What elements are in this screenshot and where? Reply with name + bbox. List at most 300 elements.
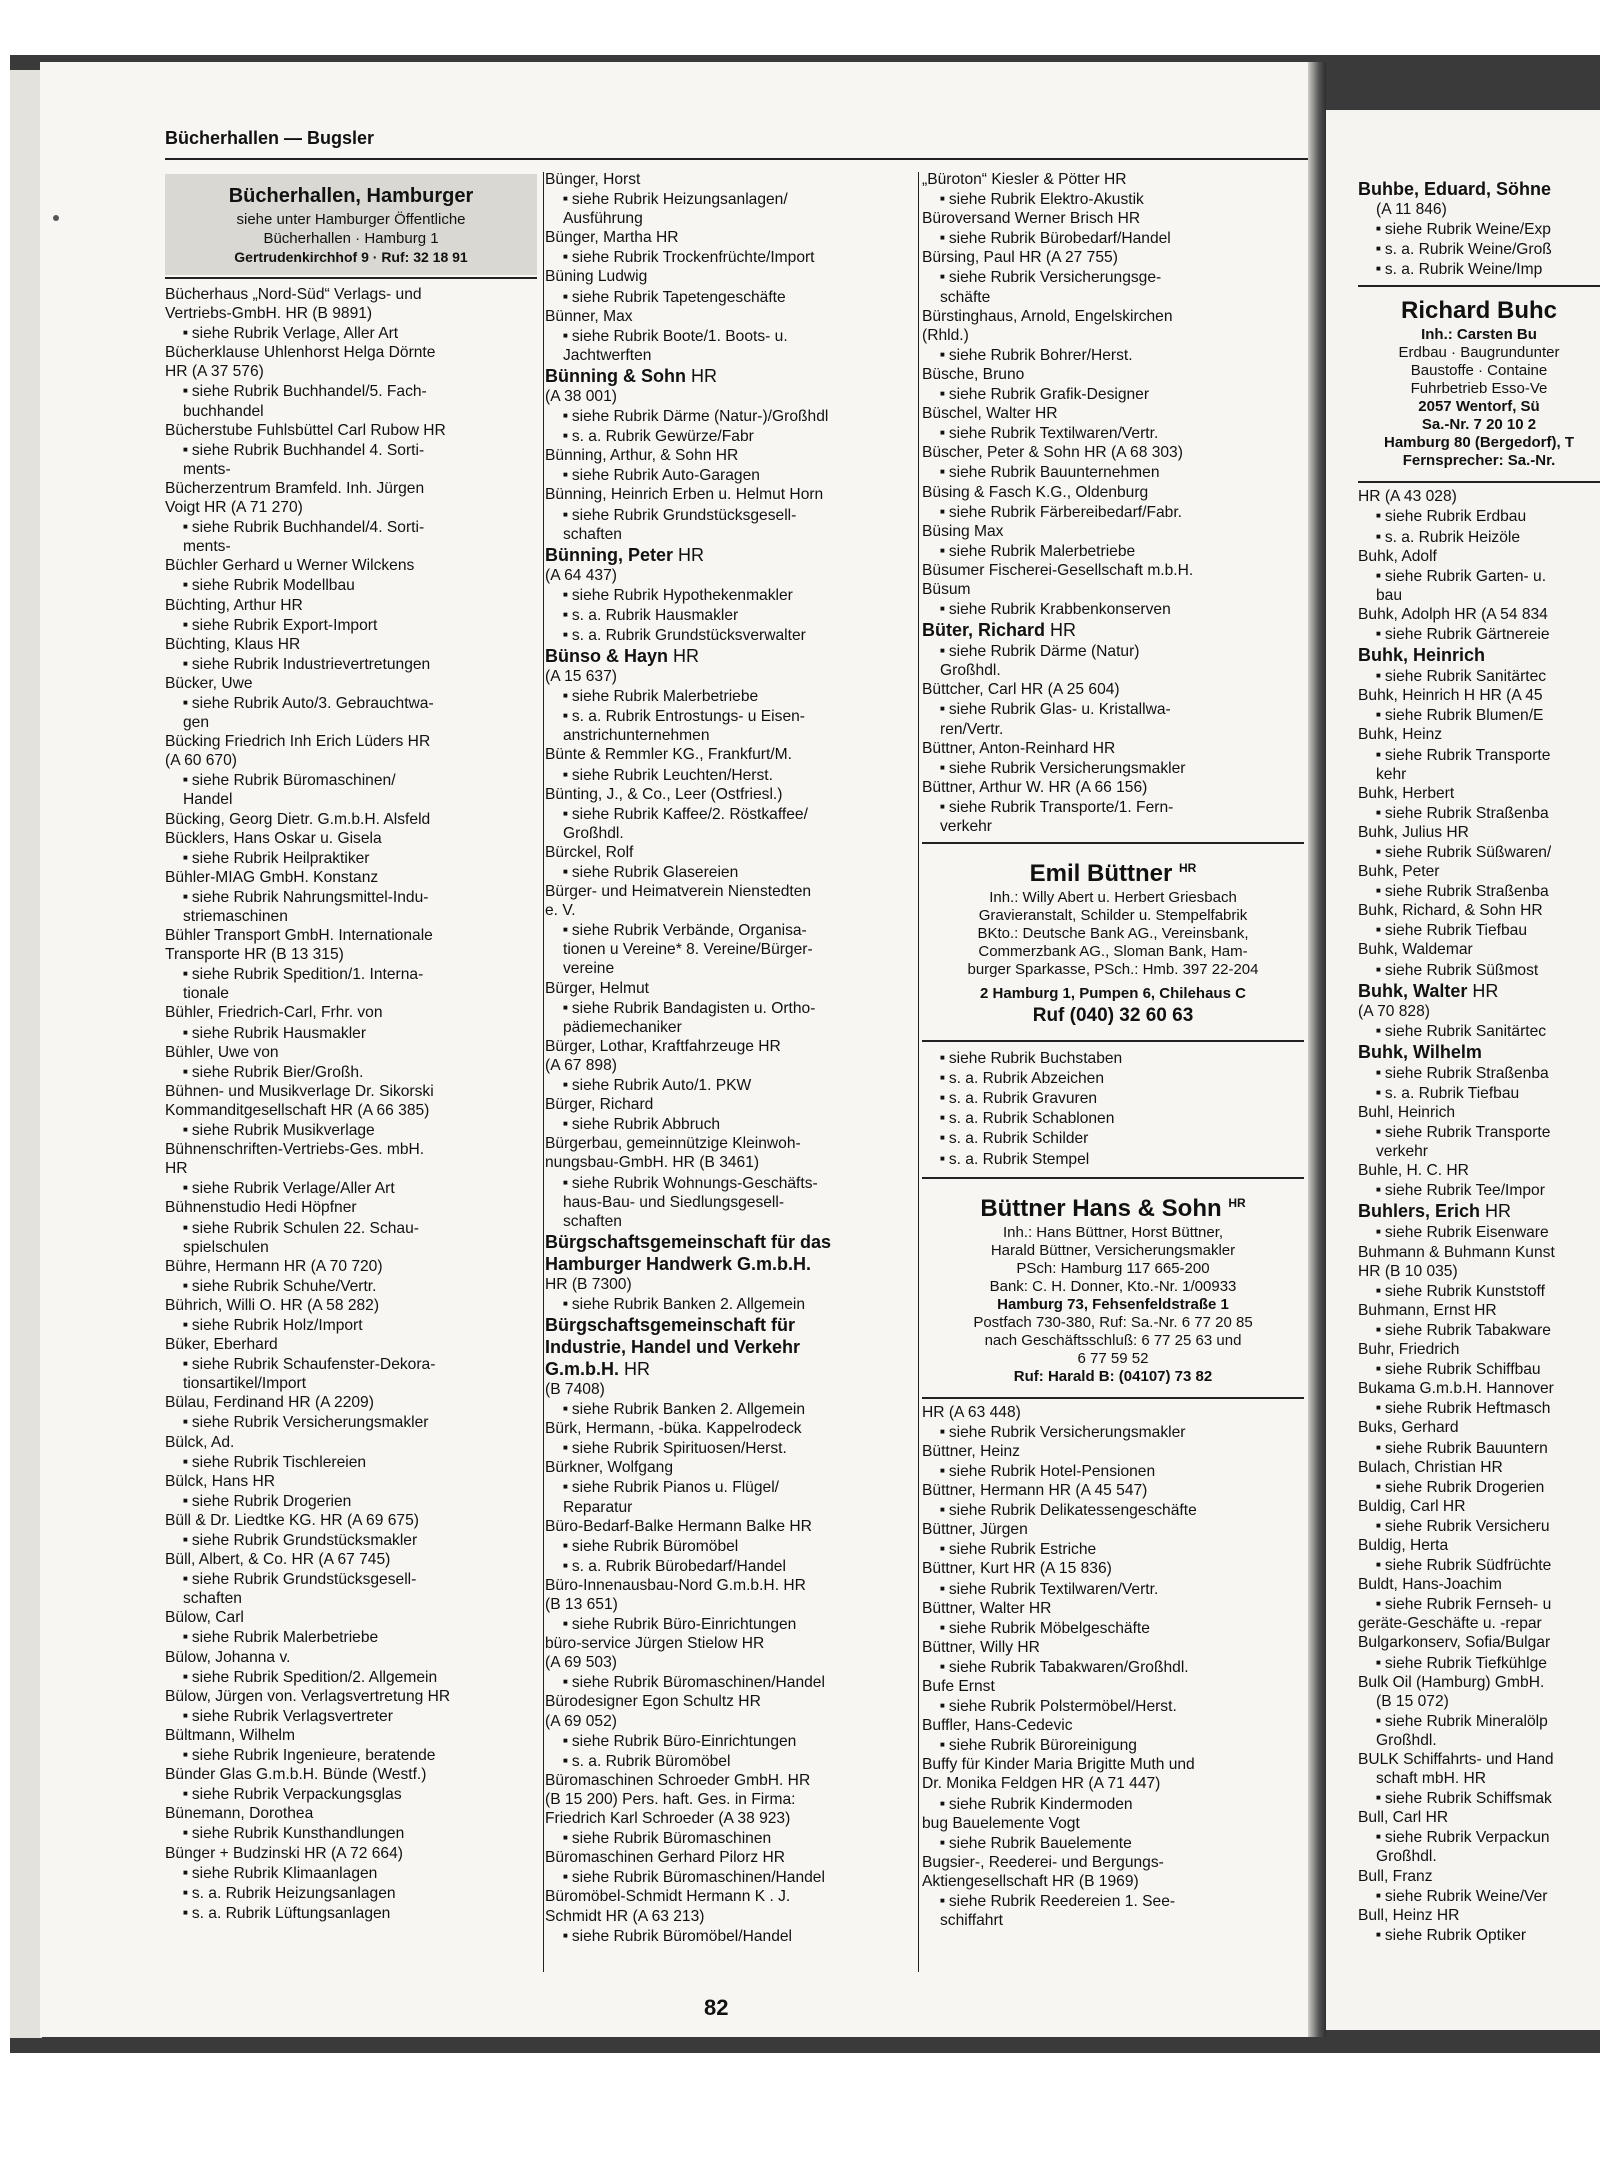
entry-line: Bürodesigner Egon Schultz HR [545,1693,761,1711]
entry-continuation: ments- [183,538,231,556]
entry-heading-text: Buhk, Walter [1358,980,1468,1001]
entry-line: Büttner, Anton-Reinhard HR [922,739,1116,757]
entry-line: e. V. [545,902,576,920]
entry-line: Buldig, Herta [1358,1536,1449,1554]
box-line: Bücherhallen · Hamburg 1 [263,230,439,247]
entry-line: Bünning, Arthur, & Sohn HR [545,447,739,465]
entry-line: Bufe Ernst [922,1677,995,1695]
entry-line: Buhk, Adolf [1358,547,1437,565]
entry-list [1358,487,1600,1945]
entry-continuation: anstrichunternehmen [563,727,710,745]
entry-line: (B 7408) [545,1380,605,1398]
rubrik-reference: ■ siehe Rubrik Bandagisten u. Ortho- [545,998,913,1018]
rubrik-reference: ■ siehe Rubrik Därme (Natur) [922,641,1304,661]
entry-line: Büttner, Hermann HR (A 45 547) [922,1482,1148,1500]
rubrik-reference: ■ siehe Rubrik Versicherungsmakler [922,758,1304,778]
rubrik-reference: ■ siehe Rubrik Erdbau [1358,506,1600,526]
rubrik-reference: ■ siehe Rubrik Verlage, Aller Art [165,323,537,343]
ad-line: Bank: C. H. Donner, Kto.-Nr. 1/00933 [989,1277,1237,1295]
header-rule [165,158,1308,160]
rubrik-reference: ■ siehe Rubrik Tiefbau [1358,920,1600,940]
rubrik-reference: ■ siehe Rubrik Färbereibedarf/Fabr. [922,502,1304,522]
entry-line: (A 70 828) [1358,1002,1430,1020]
rubrik-reference: ■ siehe Rubrik Auto-Garagen [545,465,913,485]
entry-heading-tag: HR [668,646,700,667]
entry-continuation: buchhandel [183,402,264,420]
entry-continuation: Großhdl. [940,662,1001,680]
rubrik-reference: ■ siehe Rubrik Polstermöbel/Herst. [922,1696,1304,1716]
rubrik-reference: ■ siehe Rubrik Garten- u. [1358,566,1600,586]
entry-line: Bürckel, Rolf [545,843,634,861]
entry-line: Buks, Gerhard [1358,1419,1459,1437]
entry-continuation: verkehr [1376,1143,1428,1161]
entry-continuation: pädiemechaniker [563,1018,682,1036]
rubrik-reference: ■ siehe Rubrik Grafik-Designer [922,384,1304,404]
entry-line: Bulk Oil (Hamburg) GmbH. [1358,1673,1545,1691]
rubrik-reference: ■ siehe Rubrik Gärtnereie [1358,624,1600,644]
rubrik-reference: ■ siehe Rubrik Auto/3. Gebrauchtwa- [165,693,537,713]
rubrik-reference: ■ s. a. Rubrik Hausmakler [545,605,913,625]
rubrik-reference: ■ siehe Rubrik Transporte/1. Fern- [922,797,1304,817]
entry-heading-text: Buhbe, Eduard, Söhne [1358,179,1552,199]
rubrik-reference: ■ s. a. Rubrik Gewürze/Fabr [545,426,913,446]
entry-line: Büttner, Walter HR [922,1599,1052,1617]
ad-line: PSch: Hamburg 117 665-200 [1016,1259,1210,1277]
column-1 [165,170,537,2000]
rubrik-reference: ■ siehe Rubrik Verpackun [1358,1827,1600,1847]
entry-line: (B 15 200) Pers. haft. Ges. in Firma: [545,1790,796,1808]
entry-line: Aktiengesellschaft HR (B 1969) [922,1872,1139,1890]
rubrik-reference: ■ siehe Rubrik Transporte [1358,1122,1600,1142]
rubrik-reference: ■ s. a. Rubrik Heizungsanlagen [165,1883,537,1903]
entry-line: Büttner, Arthur W. HR (A 66 156) [922,778,1148,796]
entry-continuation: (B 15 072) [1376,1692,1449,1710]
rubrik-reference: ■ siehe Rubrik Straßenba [1358,881,1600,901]
entry-continuation: tionale [183,985,229,1003]
entry-line: HR (A 63 448) [922,1403,1021,1421]
entry-line: Bülow, Johanna v. [165,1648,291,1666]
rubrik-reference: ■ siehe Rubrik Verpackungsglas [165,1784,537,1804]
rubrik-reference: ■ siehe Rubrik Tabakwaren/Großhdl. [922,1657,1304,1677]
column-divider-2 [918,172,919,1972]
entry-heading-tag: HR [1480,1201,1512,1222]
entry-line: Bünemann, Dorothea [165,1805,314,1823]
rubrik-reference: ■ siehe Rubrik Glas- u. Kristallwa- [922,699,1304,719]
entry-line: Bühre, Hermann HR (A 70 720) [165,1257,383,1275]
entry-line: Bühler Transport GmbH. Internationale [165,927,433,945]
entry-continuation: vereine [563,960,615,978]
column-3 [922,170,1304,2000]
entry-line: Bülck, Ad. [165,1433,235,1451]
entry-line: Bünner, Max [545,307,633,325]
entry-line: HR (A 43 028) [1358,488,1457,506]
entry-line: Buhk, Herbert [1358,784,1455,802]
entry-list [922,1403,1304,1931]
rubrik-reference: ■ siehe Rubrik Tabakware [1358,1320,1600,1340]
entry-continuation: (A 11 846) [1376,201,1447,218]
entry-list [165,285,537,1923]
entry-line: Büsumer Fischerei-Gesellschaft m.b.H. [922,561,1194,579]
column-divider-1 [543,172,544,1972]
rubrik-reference: ■ siehe Rubrik Krabbenkonserven [922,599,1304,619]
entry-continuation: Handel [183,791,233,809]
entry-line: (A 67 898) [545,1056,617,1074]
entry-line: Bull, Franz [1358,1867,1433,1885]
entry-line: Büll, Albert, & Co. HR (A 67 745) [165,1551,391,1569]
entry-continuation: tionen u Vereine* 8. Vereine/Bürger- [563,941,813,959]
rubrik-reference: ■ siehe Rubrik Modellbau [165,575,537,595]
rubrik-reference: ■ siehe Rubrik Malerbetriebe [165,1627,537,1647]
rubrik-reference: ■ s. a. Rubrik Grundstücksverwalter [545,625,913,645]
entry-line: Büttner, Jürgen [922,1521,1028,1539]
entry-line: Büttcher, Carl HR (A 25 604) [922,681,1120,699]
entry-list [922,170,1304,836]
rubrik-reference: ■ siehe Rubrik Därme (Natur-)/Großhdl [545,406,913,426]
entry-line: Buhmann, Ernst HR [1358,1301,1497,1319]
entry-continuation: schaft mbH. HR [1376,1770,1487,1788]
rubrik-reference: ■ siehe Rubrik Büro-Einrichtungen [545,1731,913,1751]
entry-line: Buldig, Carl HR [1358,1497,1466,1515]
ad-line: Harald Büttner, Versicherungsmakler [990,1241,1236,1259]
entry-continuation: ren/Vertr. [940,720,1004,738]
ad-line: Fernsprecher: Sa.-Nr. [1402,452,1556,470]
rubrik-reference: ■ siehe Rubrik Schulen 22. Schau- [165,1218,537,1238]
rubrik-reference: ■ siehe Rubrik Büromaschinen/Handel [545,1867,913,1887]
entry-line: (B 13 651) [545,1596,618,1613]
entry-list [922,1048,1304,1169]
rubrik-reference: ■ siehe Rubrik Büromaschinen/Handel [545,1672,913,1692]
entry-line: Bünger + Budzinski HR (A 72 664) [165,1844,403,1862]
ad-title: Richard Buhc [1400,297,1558,325]
rubrik-reference: ■ siehe Rubrik Drogerien [1358,1477,1600,1497]
rubrik-reference: ■ siehe Rubrik Glasereien [545,862,913,882]
entry-line: Bulach, Christian HR [1358,1458,1503,1476]
entry-line: Bülck, Hans HR [165,1472,276,1490]
rubrik-reference: ■ siehe Rubrik Textilwaren/Vertr. [922,1579,1304,1599]
entry-line: Transporte HR (B 13 315) [165,946,344,964]
entry-list [1358,178,1600,279]
rubrik-reference: ■ siehe Rubrik Hausmakler [165,1023,537,1043]
rubrik-reference: ■ siehe Rubrik Buchhandel 4. Sorti- [165,440,537,460]
rubrik-reference: ■ siehe Rubrik Bauelemente [922,1833,1304,1853]
rubrik-reference: ■ siehe Rubrik Kunsthandlungen [165,1823,537,1843]
rubrik-reference: ■ siehe Rubrik Malerbetriebe [545,686,913,706]
advertisement-buettner-hans-sohn [922,1183,1304,1393]
entry-line: Bühler-MIAG GmbH. Konstanz [165,868,379,886]
entry-heading-text: Buhk, Wilhelm [1358,1041,1482,1062]
entry-heading-tag: HR [1045,620,1077,641]
box-address: Gertrudenkirchhof 9 · Ruf: 32 18 91 [234,249,468,265]
ad-line: Baustoffe · Containe [1410,362,1548,380]
entry-list [545,170,913,1946]
rubrik-reference: ■ siehe Rubrik Industrievertretungen [165,654,537,674]
entry-line: „Büroton“ Kiesler & Pötter HR [922,171,1127,188]
entry-line: HR (B 7300) [545,1275,632,1293]
entry-continuation: tionsartikel/Import [183,1375,307,1393]
rubrik-reference: ■ siehe Rubrik Klimaanlagen [165,1863,537,1883]
rubrik-reference: ■ siehe Rubrik Bohrer/Herst. [922,345,1304,365]
rubrik-reference: ■ siehe Rubrik Büroreinigung [922,1735,1304,1755]
entry-continuation: schaften [563,1212,622,1230]
rubrik-reference: ■ siehe Rubrik Delikatessengeschäfte [922,1500,1304,1520]
entry-line: Bürk, Hermann, -büka. Kappelrodeck [545,1420,802,1438]
entry-heading-tag: HR [673,544,705,565]
rubrik-reference: ■ siehe Rubrik Buchhandel/5. Fach- [165,381,537,401]
entry-heading-text: Hamburger Handwerk G.m.b.H. [545,1253,812,1274]
entry-line: Buhk, Richard, & Sohn HR [1358,902,1543,920]
rubrik-reference: ■ siehe Rubrik Estriche [922,1539,1304,1559]
ad-line: Fuhrbetrieb Esso-Ve [1410,380,1548,398]
entry-heading [545,1336,913,1358]
ad-phone: Ruf (040) 32 60 63 [1032,1005,1194,1027]
entry-line: Büll & Dr. Liedtke KG. HR (A 69 675) [165,1511,419,1529]
entry-continuation: Ausführung [563,210,643,228]
rubrik-reference: ■ siehe Rubrik Kaffee/2. Röstkaffee/ [545,804,913,824]
entry-line: Friedrich Karl Schroeder (A 38 923) [545,1810,791,1828]
ad-line: nach Geschäftsschluß: 6 77 25 63 und [984,1331,1242,1349]
entry-line: Büromöbel-Schmidt Hermann K . J. [545,1888,791,1906]
rubrik-reference: ■ siehe Rubrik Ingenieure, beratende [165,1745,537,1765]
rubrik-reference: ■ siehe Rubrik Sanitärtec [1358,666,1600,686]
entry-line: Bürger, Helmut [545,979,650,997]
ad-line: burger Sparkasse, PSch.: Hmb. 397 22-204 [967,961,1259,979]
entry-heading [545,1358,913,1380]
entry-continuation: Reparatur [563,1498,633,1516]
rubrik-reference: ■ siehe Rubrik Boote/1. Boots- u. [545,326,913,346]
rubrik-reference: ■ siehe Rubrik Hypothekenmakler [545,585,913,605]
entry-line: Büchting, Arthur HR [165,596,303,614]
ad-line: Hamburg 80 (Bergedorf), T [1383,434,1575,452]
entry-line: Büsing & Fasch K.G., Oldenburg [922,483,1149,501]
entry-line: Büttner, Willy HR [922,1638,1040,1656]
rubrik-reference: ■ siehe Rubrik Malerbetriebe [922,541,1304,561]
entry-continuation: verkehr [940,818,992,835]
entry-line: Bünger, Horst [545,171,641,188]
entry-heading-text: Industrie, Handel und Verkehr [545,1336,801,1357]
book-gutter [1308,62,1326,2037]
rubrik-reference: ■ siehe Rubrik Büromöbel/Handel [545,1926,913,1946]
entry-line: büro-service Jürgen Stielow HR [545,1635,765,1653]
ad-line: Gravieranstalt, Schilder u. Stempelfabrik [978,907,1248,925]
rubrik-reference: ■ siehe Rubrik Spedition/1. Interna- [165,964,537,984]
entry-heading-text: Bünso & Hayn [545,646,669,667]
entry-line: Büchler Gerhard u Werner Wilckens [165,557,415,575]
ad-title [927,1188,1299,1224]
entry-line: Bull, Heinz HR [1358,1906,1460,1924]
entry-continuation: ments- [183,460,231,478]
entry-line: Büromaschinen Gerhard Pilorz HR [545,1849,786,1867]
entry-line: Bücklers, Hans Oskar u. Gisela [165,829,382,847]
rubrik-reference: ■ siehe Rubrik Bauunternehmen [922,462,1304,482]
ad-line: BKto.: Deutsche Bank AG., Vereinsbank, [977,925,1249,943]
entry-line: Bünte & Remmler KG., Frankfurt/M. [545,746,792,764]
rubrik-reference: ■ siehe Rubrik Schiffbau [1358,1359,1600,1379]
ad-title-tag: HR [1179,861,1197,876]
rubrik-reference: ■ siehe Rubrik Eisenware [1358,1222,1600,1242]
entry-continuation: Großhdl. [1376,1731,1437,1749]
entry-heading [1358,980,1600,1002]
entry-heading [545,544,913,566]
advertisement-richard-buhck [1358,291,1600,477]
entry-line: Bürger, Lothar, Kraftfahrzeuge HR [545,1037,781,1055]
rubrik-reference: ■ siehe Rubrik Blumen/E [1358,705,1600,725]
rubrik-reference: ■ siehe Rubrik Tee/Impor [1358,1180,1600,1200]
ad-line: 2057 Wentorf, Sü [1418,398,1540,416]
entry-line: Buhl, Heinrich [1358,1104,1456,1121]
entry-line: HR [165,1160,188,1178]
entry-line: Bünning, Heinrich Erben u. Helmut Horn [545,486,824,504]
rubrik-reference: ■ siehe Rubrik Tapetengeschäfte [545,287,913,307]
entry-line: Büsche, Bruno [922,365,1025,383]
ad-line: Sa.-Nr. 7 20 10 2 [1421,416,1537,434]
rubrik-reference: ■ siehe Rubrik Grundstücksgesell- [545,505,913,525]
entry-line: BULK Schiffahrts- und Hand [1358,1751,1554,1768]
page-number: 82 [704,1995,729,2020]
entry-line: (A 69 503) [545,1654,617,1672]
rubrik-reference: ■ siehe Rubrik Pianos u. Flügel/ [545,1477,913,1497]
entry-line: Bühler, Uwe von [165,1043,279,1061]
entry-heading [1358,1200,1600,1222]
entry-line: Buhk, Heinz [1358,726,1443,744]
entry-continuation: schäfte [940,288,991,306]
entry-continuation: striemaschinen [183,908,288,925]
ad-title-tag: HR [1228,1195,1246,1210]
entry-heading-text: Büter, Richard [922,620,1046,641]
entry-line: Bulgarkonserv, Sofia/Bulgar [1358,1634,1551,1652]
rubrik-reference: ■ siehe Rubrik Elektro-Akustik [922,189,1304,209]
entry-line: Schmidt HR (A 63 213) [545,1907,705,1925]
entry-line: Büro-Innenausbau-Nord G.m.b.H. HR [545,1576,806,1594]
rubrik-reference: ■ s. a. Rubrik Büromöbel [545,1751,913,1771]
entry-heading-text: Bürgschaftsgemeinschaft für das [545,1231,832,1252]
rubrik-reference: ■ siehe Rubrik Heilpraktiker [165,848,537,868]
ad-line: Inh.: Willy Abert u. Herbert Griesbach [989,889,1237,907]
entry-continuation: Jachtwerften [563,346,652,364]
box-title: Bücherhallen, Hamburger [228,185,474,207]
rubrik-reference: ■ siehe Rubrik Süßmost [1358,960,1600,980]
rubrik-reference: ■ siehe Rubrik Nahrungsmittel-Indu- [165,887,537,907]
box-line: siehe unter Hamburger Öffentliche [236,211,466,228]
rubrik-reference: ■ siehe Rubrik Abbruch [545,1114,913,1134]
entry-line: HR (A 37 576) [165,363,264,381]
entry-line: (A 60 670) [165,752,237,770]
ad-title [927,853,1299,889]
rubrik-reference: ■ siehe Rubrik Büro-Einrichtungen [545,1614,913,1634]
ad-title-text: Büttner Hans & Sohn [980,1194,1222,1222]
rubrik-reference: ■ siehe Rubrik Verlagsvertreter [165,1706,537,1726]
rubrik-reference: ■ siehe Rubrik Grundstücksmakler [165,1530,537,1550]
entry-line: Bürger- und Heimatverein Nienstedten [545,883,812,901]
entry-line: (A 64 437) [545,566,617,584]
entry-line: Buhk, Peter [1358,863,1440,881]
rubrik-reference: ■ siehe Rubrik Verlage/Aller Art [165,1178,537,1198]
entry-line: Buhr, Friedrich [1358,1341,1460,1359]
entry-line: Vertriebs-GmbH. HR (B 9891) [165,305,373,323]
ad-address: 2 Hamburg 1, Pumpen 6, Chilehaus C [980,985,1246,1003]
rubrik-reference: ■ siehe Rubrik Bürobedarf/Handel [922,228,1304,248]
rubrik-reference: ■ siehe Rubrik Bauuntern [1358,1438,1600,1458]
rubrik-reference: ■ siehe Rubrik Tiefkühlge [1358,1653,1600,1673]
rubrik-reference: ■ s. a. Rubrik Weine/Imp [1358,259,1600,279]
running-header: Bücherhallen — Bugsler [165,128,375,148]
entry-line: Bücherhaus „Nord-Süd“ Verlags- und [165,286,422,303]
rubrik-reference: ■ siehe Rubrik Versicherungsge- [922,267,1304,287]
rubrik-reference: ■ siehe Rubrik Musikverlage [165,1120,537,1140]
rubrik-reference: ■ siehe Rubrik Schiffsmak [1358,1788,1600,1808]
entry-line: Dr. Monika Feldgen HR (A 71 447) [922,1775,1161,1793]
entry-continuation: bau [1376,586,1403,604]
entry-line: Bühnenschriften-Vertriebs-Ges. mbH. [165,1141,425,1159]
entry-line: Bülow, Carl [165,1609,244,1627]
rubrik-reference: ■ s. a. Rubrik Abzeichen [922,1068,1304,1088]
entry-line: Bühler, Friedrich-Carl, Frhr. von [165,1004,383,1022]
entry-line: Büker, Eberhard [165,1336,278,1354]
entry-heading [1358,178,1600,200]
ad-line: Inh.: Hans Büttner, Horst Büttner, [1002,1223,1224,1241]
entry-line: Bülau, Ferdinand HR (A 2209) [165,1394,374,1412]
rubrik-reference: ■ s. a. Rubrik Bürobedarf/Handel [545,1556,913,1576]
rubrik-reference: ■ siehe Rubrik Buchhandel/4. Sorti- [165,517,537,537]
rubrik-reference: ■ siehe Rubrik Kindermoden [922,1794,1304,1814]
rubrik-reference: ■ siehe Rubrik Versicherungsmakler [922,1422,1304,1442]
entry-continuation: schaften [183,1590,242,1608]
rubrik-reference: ■ siehe Rubrik Tischlereien [165,1452,537,1472]
entry-line: (A 69 052) [545,1712,617,1730]
rubrik-reference: ■ siehe Rubrik Süßwaren/ [1358,842,1600,862]
rubrik-reference: ■ siehe Rubrik Sanitärtec [1358,1021,1600,1041]
entry-heading-text: Buhlers, Erich [1358,1201,1481,1222]
rubrik-reference: ■ siehe Rubrik Banken 2. Allgemein [545,1294,913,1314]
rubrik-reference: ■ siehe Rubrik Schuhe/Vertr. [165,1276,537,1296]
entry-line: Buhle, H. C. HR [1358,1162,1469,1180]
entry-line: Kommanditgesellschaft HR (A 66 385) [165,1101,430,1119]
entry-line: Bugsier-, Reederei- und Bergungs- [922,1853,1164,1871]
buecherhallen-box [165,174,537,275]
entry-line: Büttner, Heinz [922,1442,1020,1460]
rubrik-reference: ■ siehe Rubrik Banken 2. Allgemein [545,1399,913,1419]
entry-heading-tag: HR [685,365,717,386]
entry-heading-text: G.m.b.H. [545,1358,620,1379]
entry-heading [545,1314,913,1336]
punch-mark [53,215,59,221]
entry-line: Bürger, Richard [545,1096,654,1114]
rubrik-reference: ■ siehe Rubrik Möbelgeschäfte [922,1618,1304,1638]
rubrik-reference: ■ s. a. Rubrik Stempel [922,1149,1304,1169]
rubrik-reference: ■ s. a. Rubrik Gravuren [922,1088,1304,1108]
entry-line: Büchting, Klaus HR [165,635,301,653]
entry-heading [1358,1041,1600,1063]
entry-line: Büttner, Kurt HR (A 15 836) [922,1560,1112,1578]
ad-phone: Ruf: Harald B: (04107) 73 82 [1013,1367,1213,1385]
entry-heading-tag: HR [619,1358,651,1379]
entry-continuation: haus-Bau- und Siedlungsgesell- [563,1193,785,1211]
entry-line: (Rhld.) [922,326,969,344]
rubrik-reference: ■ siehe Rubrik Versicherungsmakler [165,1412,537,1432]
rubrik-reference: ■ siehe Rubrik Weine/Exp [1358,219,1600,239]
ad-line: Inh.: Carsten Bu [1421,326,1537,344]
entry-line: (A 38 001) [545,387,617,405]
entry-line: Bürstinghaus, Arnold, Engelskirchen [922,307,1173,325]
entry-line: Bücker, Uwe [165,674,253,692]
entry-line: Buldt, Hans-Joachim [1358,1576,1502,1594]
rubrik-reference: ■ siehe Rubrik Büromaschinen/ [165,770,537,790]
rubrik-reference: ■ siehe Rubrik Kunststoff [1358,1281,1600,1301]
rubrik-reference: ■ siehe Rubrik Fernseh- u [1358,1594,1600,1614]
rubrik-reference: ■ siehe Rubrik Holz/Import [165,1315,537,1335]
entry-continuation: Großhdl. [1376,1848,1437,1866]
entry-line: Bünder Glas G.m.b.H. Bünde (Westf.) [165,1766,427,1784]
entry-line: Buhk, Heinrich H HR (A 45 [1358,687,1543,705]
